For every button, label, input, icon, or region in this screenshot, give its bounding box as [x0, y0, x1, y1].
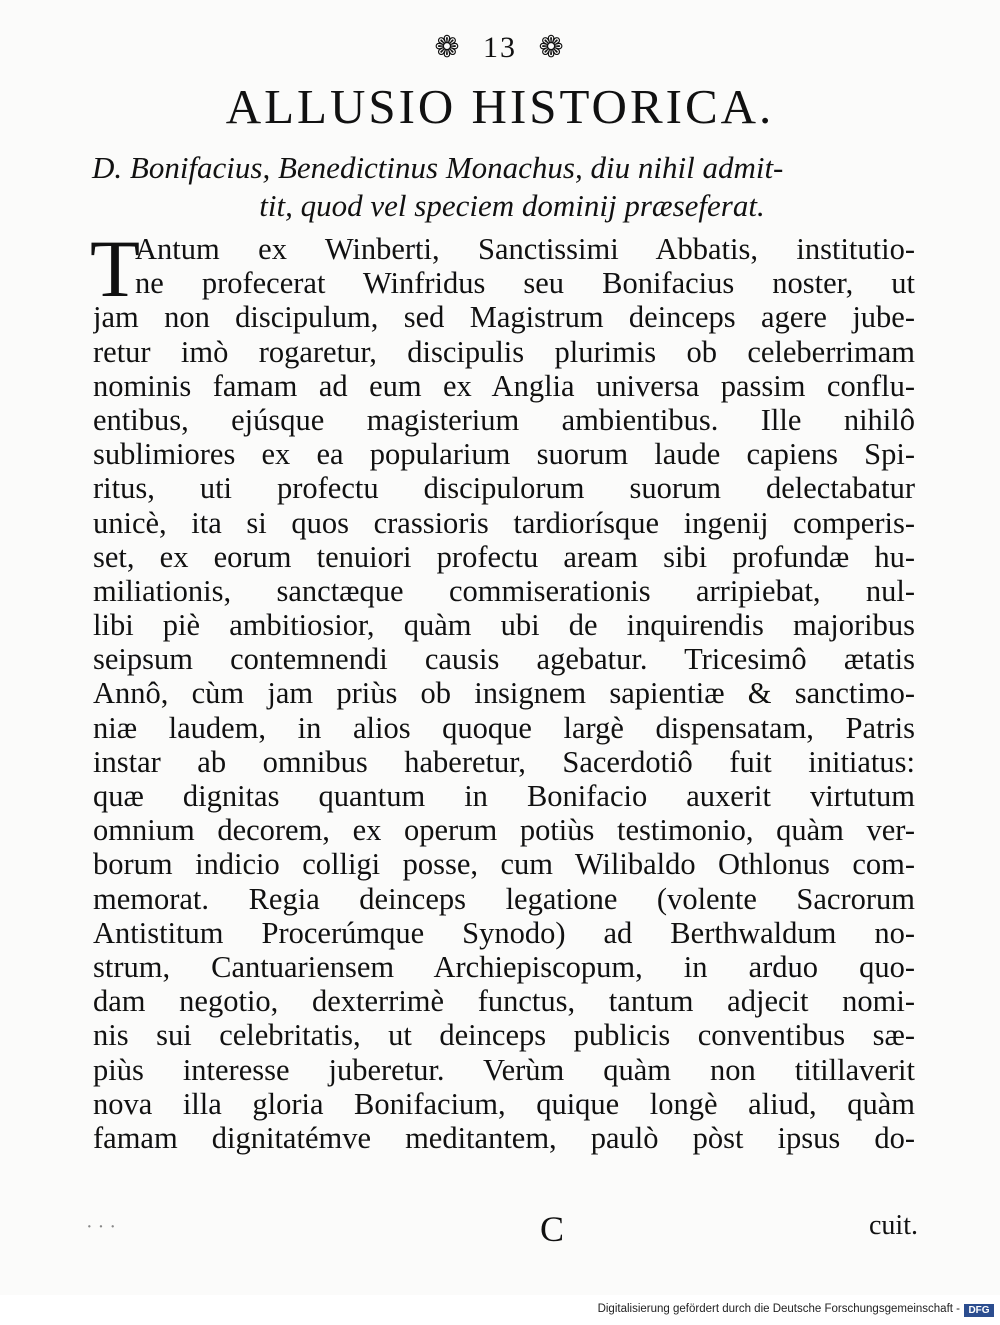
text-line: ritus, uti profectu discipulorum suorum delectabatur — [93, 471, 915, 506]
text-line: nominis famam ad eum ex Anglia universa passim conflu- — [93, 368, 915, 403]
chapter-title: ALLUSIO HISTORICA. — [225, 79, 775, 134]
text-line: Antistitum Procerúmque Synodo) ad Berthwaldum no- — [93, 915, 915, 950]
subtitle-line-2: tit, quod vel speciem dominij præseferat. — [259, 188, 765, 223]
signature-mark: C — [540, 1209, 565, 1249]
flower-ornament-icon: ❁ — [538, 31, 566, 64]
margin-mark: · · · — [86, 1216, 116, 1238]
text-line: quæ dignitas quantum in Bonifacio auxerit virtutum — [93, 779, 915, 813]
body-text — [93, 232, 915, 1155]
text-line: omnium decorem, ex operum potiùs testimonio, quàm ver- — [93, 813, 915, 848]
text-line: strum, Cantuariensem Archiepiscopum, in arduo quo- — [93, 949, 915, 984]
drop-cap: T — [90, 223, 141, 314]
text-line: ne profecerat Winfridus seu Bonifacius noster, ut — [135, 266, 915, 301]
text-line: miliationis, sanctæque commiserationis arripiebat, nul- — [93, 573, 915, 608]
catchword: cuit. — [869, 1210, 918, 1241]
text-line: Antum ex Winberti, Sanctissimi Abbatis, institutio- — [135, 232, 915, 266]
text-line: nova illa gloria Bonifacium, quique longè aliud, quàm — [93, 1086, 915, 1121]
text-line: jam non discipulum, sed Magistrum deinceps agere jube- — [93, 300, 915, 335]
text-line: libi piè ambitiosior, quàm ubi de inquirendis majoribus — [93, 608, 915, 643]
digitization-footer — [0, 1295, 1000, 1325]
text-line: Annô, cùm jam priùs ob insignem sapientiæ & sanctimo- — [93, 676, 915, 711]
page-header — [0, 30, 1000, 65]
flower-ornament-icon: ❁ — [434, 31, 462, 64]
dfg-logo: DFG — [964, 1304, 994, 1317]
text-line: instar ab omnibus haberetur, Sacerdotiô fuit initiatus: — [93, 744, 915, 779]
subtitle-line-1: D. Bonifacius, Benedictinus Monachus, diu nihil admit- — [92, 150, 784, 185]
text-line: seipsum contemnendi causis agebatur. Tricesimô ætatis — [93, 642, 915, 677]
text-line: unicè, ita si quos crassioris tardiorísque ingenij comperis- — [93, 505, 915, 540]
funding-credit: Digitalisierung gefördert durch die Deutsche Forschungsgemeinschaft - — [597, 1303, 960, 1315]
text-line: retur imò rogaretur, discipulis plurimis ob celeberrimam — [93, 334, 915, 369]
text-line: famam dignitatémve meditantem, paulò pòst ipsus do- — [93, 1120, 915, 1155]
text-line: sublimiores ex ea popularium suorum laude capiens Spi- — [93, 437, 915, 472]
text-line: nis sui celebritatis, ut deinceps publicis conventibus sæ- — [93, 1018, 915, 1053]
text-line: niæ laudem, in alios quoque largè dispensatam, Patris — [93, 710, 915, 745]
text-line: dam negotio, dexterrimè functus, tantum adjecit nomi- — [93, 984, 915, 1019]
page-number: 13 — [483, 31, 517, 64]
text-line: borum indicio colligi posse, cum Wilibaldo Othlonus com- — [93, 847, 915, 882]
text-line: piùs interesse juberetur. Verùm quàm non titillaverit — [93, 1052, 915, 1087]
text-line: set, ex eorum tenuiori profectu aream sibi profundæ hu- — [93, 539, 915, 574]
text-line: entibus, ejúsque magisterium ambientibus. Ille nihilô — [93, 402, 915, 437]
text-line: memorat. Regia deinceps legatione (volente Sacrorum — [93, 881, 915, 916]
